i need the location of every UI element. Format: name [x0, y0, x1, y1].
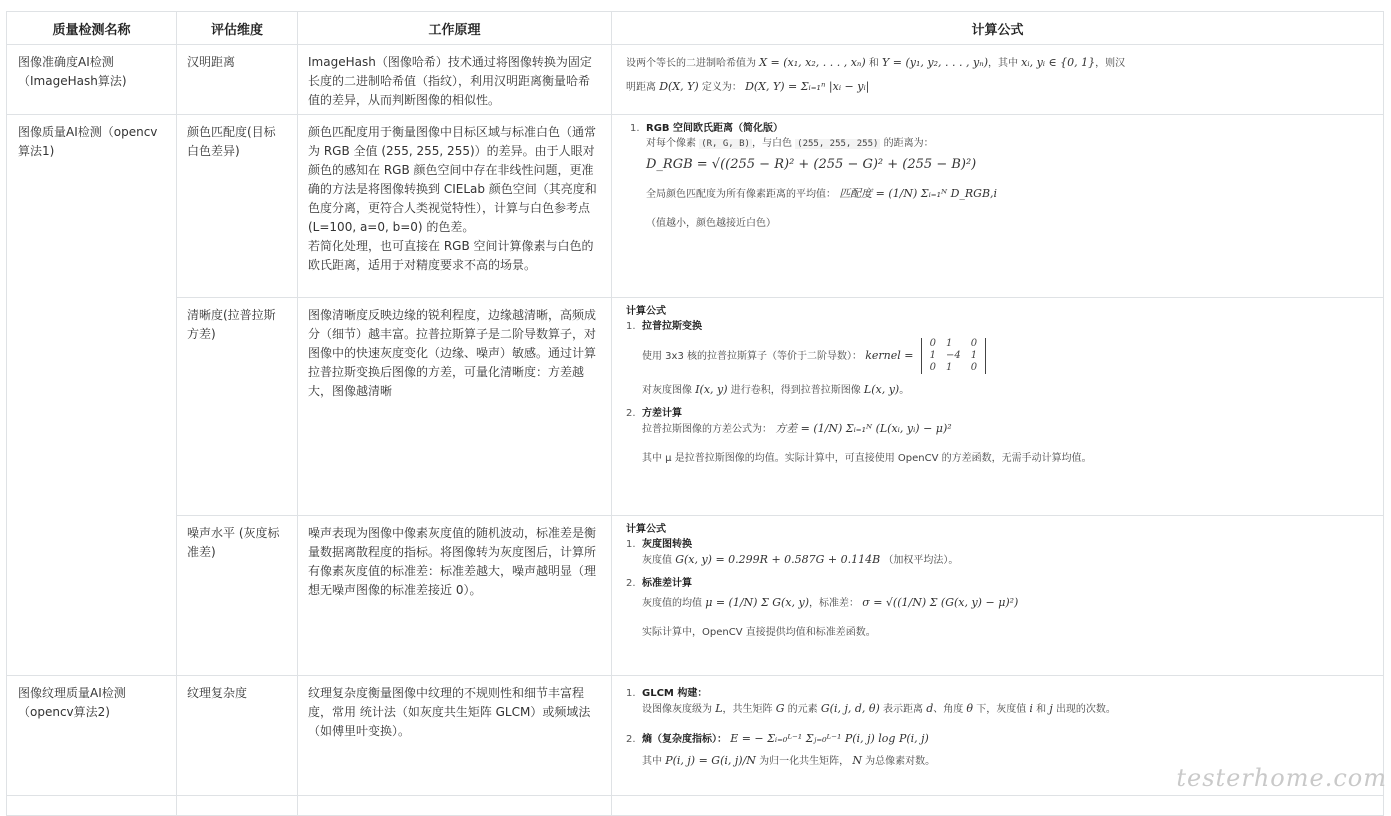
- cell-dimension: 清晰度(拉普拉斯方差): [177, 298, 298, 516]
- cell-formula: [612, 45, 1384, 115]
- cell-dimension: 纹理复杂度: [177, 676, 298, 796]
- formula-line: 设两个等长的二进制哈希值为 X = (x₁, x₂, . . . , xₙ) 和 Y = (y₁, y₂, . . . , yₙ)，其中 xᵢ, yᵢ ∈ {0, 1}，则汉: [626, 56, 1126, 69]
- formula-line: 灰度值 G(x, y) = 0.299R + 0.587G + 0.114B （加权平均法）。: [642, 553, 959, 566]
- formula-line: 使用 3x3 核的拉普拉斯算子（等价于二阶导数）： kernel = 0 1 0 1 −4 1 0 1 0: [626, 338, 1371, 374]
- formula-step-title: 2. 方差计算: [626, 408, 682, 419]
- table-header-row: [7, 12, 1384, 45]
- formula-note: 实际计算中，OpenCV 直接提供均值和标准差函数。: [642, 627, 876, 638]
- formula-step-title: 2. 熵（复杂度指标）： E = − Σᵢ₌₀ᴸ⁻¹ Σⱼ₌₀ᴸ⁻¹ P(i, j) log P(i, j): [626, 732, 929, 745]
- formula-line: 设图像灰度级为 L，共生矩阵 G 的元素 G(i, j, d, θ) 表示距离 d、角度 θ 下，灰度值 i 和 j 出现的次数。: [642, 702, 1116, 715]
- formula-equation: D_RGB = √((255 − R)² + (255 − G)² + (255 − B)²): [646, 157, 977, 172]
- cell-name: 图像准确度AI检测（ImageHash算法): [7, 45, 177, 115]
- cell-principle: 图像清晰度反映边缘的锐利程度，边缘越清晰，高频成分（细节）越丰富。拉普拉斯算子是二阶导数算子，对图像中的快速灰度变化（边缘、噪声）敏感。通过计算拉普拉斯变换后图像的方差，可量化清晰度：方差越大，图像越清晰: [298, 298, 612, 516]
- formula-step-title: 1. 拉普拉斯变换: [626, 321, 702, 332]
- cell-formula: [612, 516, 1384, 676]
- cell-principle: 纹理复杂度衡量图像中纹理的不规则性和细节丰富程度，常用 统计法（如灰度共生矩阵 GLCM）或频域法（如傅里叶变换）。: [298, 676, 612, 796]
- table-row: [7, 298, 1384, 516]
- header-dimension: 评估维度: [177, 12, 298, 45]
- formula-line: 明距离 D(X, Y) 定义为： D(X, Y) = Σᵢ₌₁ⁿ |xᵢ − yᵢ|: [626, 80, 870, 93]
- header-principle: 工作原理: [298, 12, 612, 45]
- formula-line: 其中 P(i, j) = G(i, j)/N 为归一化共生矩阵， N 为总像素对数。: [642, 754, 936, 767]
- cell-name: 图像质量AI检测（opencv算法1): [7, 115, 177, 676]
- table-row: [7, 516, 1384, 676]
- quality-table: [6, 11, 1384, 816]
- formula-heading: 计算公式: [626, 306, 666, 317]
- header-formula: 计算公式: [612, 12, 1384, 45]
- cell-dimension: 噪声水平 (灰度标准差): [177, 516, 298, 676]
- formula-step-title: 2. 标准差计算: [626, 578, 692, 589]
- formula-line: 拉普拉斯图像的方差公式为： 方差 = (1/N) Σᵢ₌₁ᴺ (L(xᵢ, yᵢ) − μ)²: [642, 422, 952, 435]
- formula-step-title: 1. GLCM 构建：: [626, 688, 708, 699]
- formula-line: 对每个像素 (R, G, B) ，与白色 (255, 255, 255) 的距离为：: [646, 138, 934, 149]
- formula-line: 全局颜色匹配度为所有像素距离的平均值： 匹配度 = (1/N) Σᵢ₌₁ᴺ D_RGB,i: [646, 187, 998, 200]
- cell-dimension: 颜色匹配度(目标白色差异): [177, 115, 298, 298]
- cell-principle: 颜色匹配度用于衡量图像中目标区域与标准白色（通常为 RGB 全值 (255, 255, 255)）的差异。由于人眼对颜色的感知在 RGB 颜色空间中存在非线性问题，更准确的方法是将图像转换到 CIELab 颜色空间（其亮度和色度分离，更符合人类视觉特性），计算与白色参考点 (L=100, a=0, b=0) 的色差。 若简化处理，也可直接在 RGB 空间计算像素与白色的欧氏距离，适用于对精度要求不高的场景。: [298, 115, 612, 298]
- kernel-matrix: 0 1 0 1 −4 1 0 1 0: [921, 338, 987, 374]
- formula-step-title: 1. 灰度图转换: [626, 539, 692, 550]
- formula-step-title: 1. RGB 空间欧氏距离（简化版）: [630, 123, 784, 134]
- cell-formula: [612, 115, 1384, 298]
- formula-heading: 计算公式: [626, 524, 666, 535]
- table-row: [7, 796, 1384, 816]
- formula-line: 对灰度图像 I(x, y) 进行卷积，得到拉普拉斯图像 L(x, y)。: [642, 383, 910, 396]
- cell-dimension: 汉明距离: [177, 45, 298, 115]
- cell-principle: ImageHash（图像哈希）技术通过将图像转换为固定长度的二进制哈希值（指纹），利用汉明距离衡量哈希值的差异，从而判断图像的相似性。: [298, 45, 612, 115]
- table-row: [7, 115, 1384, 298]
- cell-name: 图像纹理质量AI检测（opencv算法2): [7, 676, 177, 796]
- formula-note: （值越小，颜色越接近白色）: [646, 218, 776, 229]
- cell-principle: 噪声表现为图像中像素灰度值的随机波动，标准差是衡量数据离散程度的指标。将图像转为灰度图后，计算所有像素灰度值的标准差：标准差越大，噪声越明显（理想无噪声图像的标准差接近 0）。: [298, 516, 612, 676]
- header-name: 质量检测名称: [7, 12, 177, 45]
- formula-note: 其中 μ 是拉普拉斯图像的均值。实际计算中，可直接使用 OpenCV 的方差函数，无需手动计算均值。: [642, 453, 1092, 464]
- watermark: testerhome.com: [1176, 764, 1387, 792]
- formula-line: 灰度值的均值 μ = (1/N) Σ G(x, y)，标准差： σ = √((1/N) Σ (G(x, y) − μ)²): [642, 596, 1019, 609]
- table-row: [7, 45, 1384, 115]
- cell-formula: [612, 298, 1384, 516]
